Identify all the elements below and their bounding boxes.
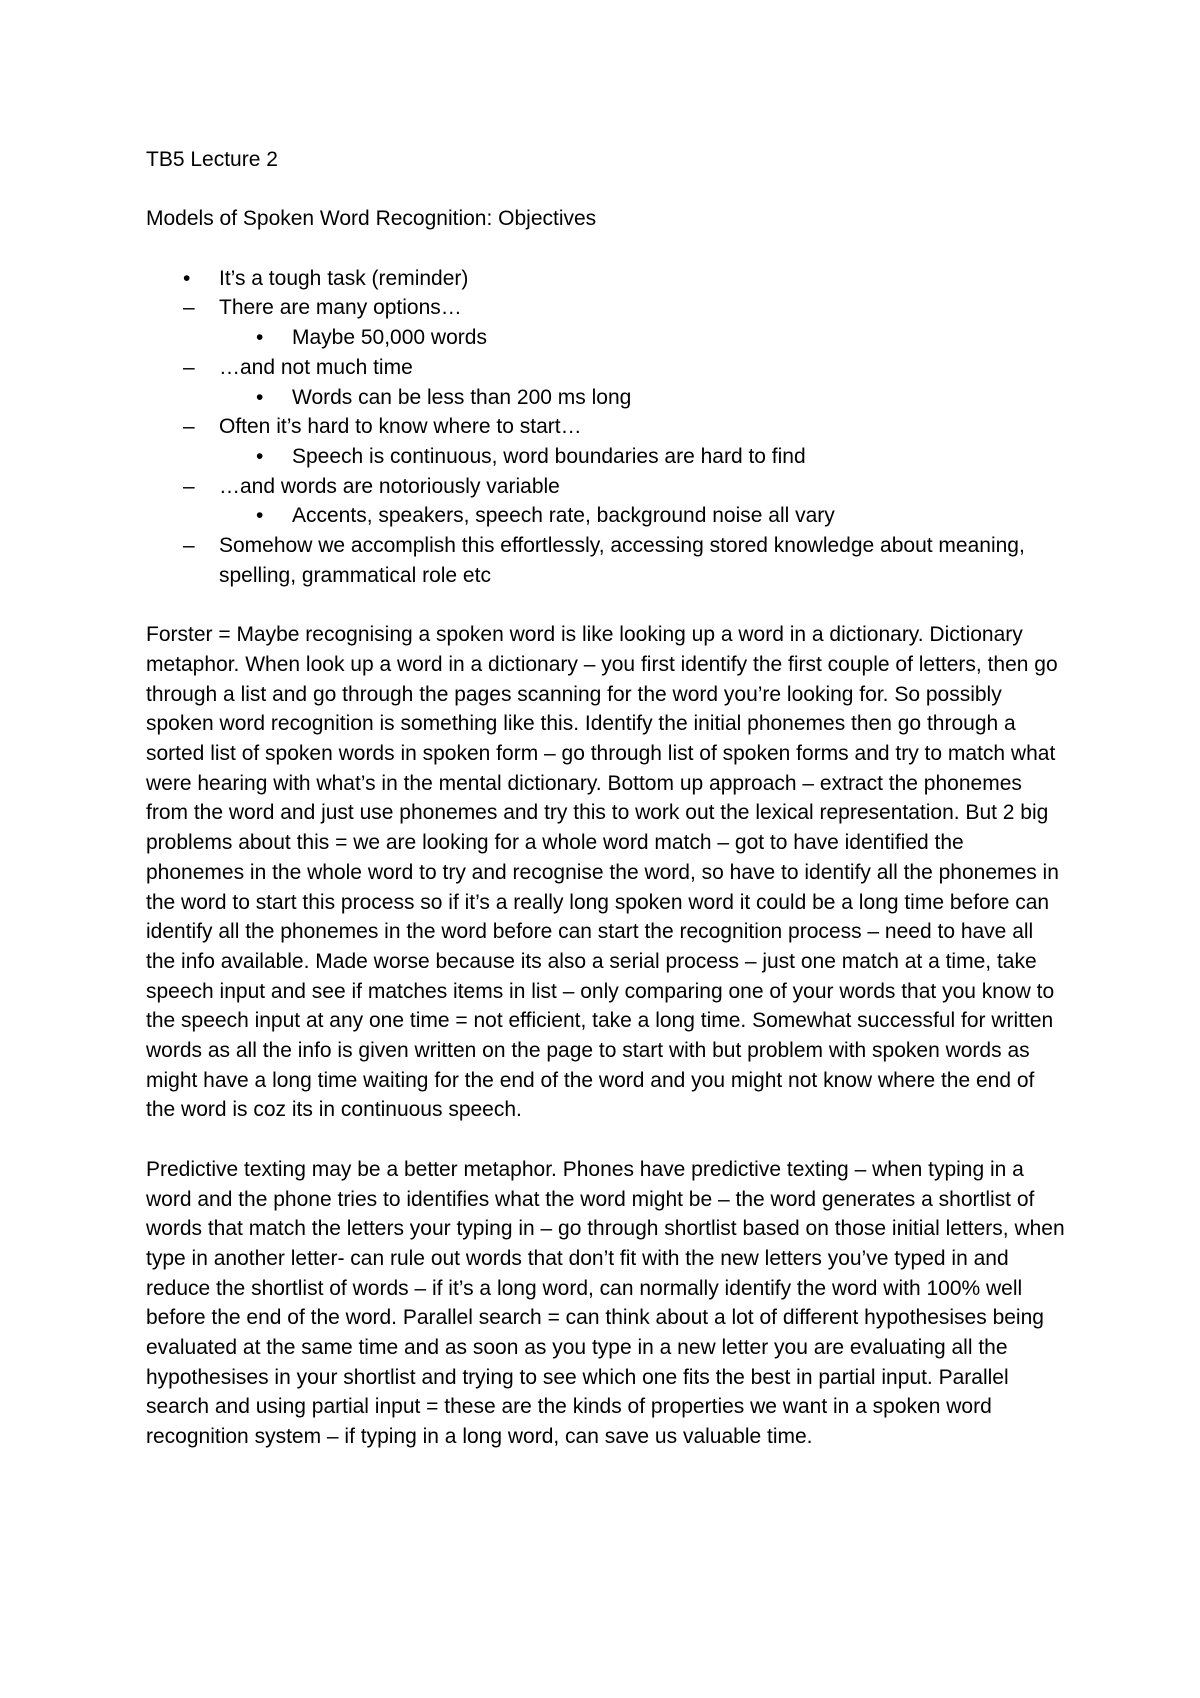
sub-sub-list-item-text: Speech is continuous, word boundaries are hard to find	[292, 444, 806, 468]
sub-list-item-text: Often it’s hard to know where to start…	[219, 415, 582, 439]
paragraph-predictive-texting: Predictive texting may be a better metaphor. Phones have predictive texting – when typing in a word and the phone tries to identifies what the word might be – the word generates a shortlist of words that match the letters your typing in – go through shortlist based on those initial letters, when type in another letter- can rule out words that don’t fit with the new letters you’ve typed in and reduce the shortlist of words – if it’s a long word, can normally identify the word with 100% well before the end of the word. Parallel search = can think about a lot of different hypothesises being evaluated at the same time and as soon as you type in a new letter you are evaluating all the hypothesises in your shortlist and trying to see which one fits the best in partial input. Parallel search and using partial input = these are the kinds of properties we want in a spoken word recognition system – if typing in a long word, can save us valuable time.	[146, 1157, 1065, 1449]
sub-list-item-text: Somehow we accomplish this effortlessly, accessing stored knowledge about meaning, spelling, grammatical role etc	[219, 534, 1025, 587]
paragraph-dictionary-metaphor: Forster = Maybe recognising a spoken word is like looking up a word in a dictionary. Dictionary metaphor. When look up a word in a dictionary – you first identify the first couple of letters, then go through a list and go through the pages scanning for the word you’re looking for. So possibly spoken word recognition is something like this. Identify the initial phonemes then go through a sorted list of spoken words in spoken form – go through list of spoken forms and try to match what were hearing with what’s in the mental dictionary. Bottom up approach – extract the phonemes from the word and just use phonemes and try this to work out the lexical representation. But 2 big problems about this = we are looking for a whole word match – got to have identified the phonemes in the whole word to try and recognise the word, so have to identify all the phonemes in the word to start this process so if it’s a really long spoken word it could be a long time before can identify all the phonemes in the word before can start the recognition process – need to have all the info available. Made worse because its also a serial process – just one match at a time, take speech input and see if matches items in list – only comparing one of your words that you know to the speech input at any one time = not efficient, take a long time. Somewhat successful for written words as all the info is given written on the page to start with but problem with spoken words as might have a long time waiting for the end of the word and you might not know where the end of the word is coz its in continuous speech.	[146, 623, 1059, 1122]
dash-marker: –	[183, 355, 195, 379]
sub-list-item	[183, 412, 1066, 471]
dash-marker: –	[183, 474, 195, 498]
dash-marker: –	[183, 534, 195, 558]
sub-sub-list-item-text: Words can be less than 200 ms long	[292, 385, 632, 409]
sub-list-item-text: …and words are notoriously variable	[219, 474, 560, 498]
sub-list-item-text: There are many options…	[219, 296, 462, 320]
bullet-marker: •	[256, 444, 264, 468]
sub-sub-list	[219, 323, 1066, 353]
sub-list-item	[183, 531, 1066, 590]
sub-list-item	[183, 353, 1066, 412]
list-item-text: It’s a tough task (reminder)	[219, 266, 469, 290]
sub-list	[183, 293, 1066, 590]
dash-marker: –	[183, 296, 195, 320]
document-content	[146, 145, 1066, 1452]
sub-sub-list-item-text: Accents, speakers, speech rate, background noise all vary	[292, 504, 835, 528]
sub-sub-list	[219, 501, 1066, 531]
bullet-marker: •	[256, 385, 264, 409]
sub-list-item	[183, 293, 1066, 352]
bullet-marker: •	[256, 504, 264, 528]
sub-sub-list-item-text: Maybe 50,000 words	[292, 326, 487, 350]
sub-sub-list-item	[219, 501, 1066, 531]
sub-sub-list-item	[219, 323, 1066, 353]
objectives-list	[146, 264, 1066, 591]
sub-list-item	[183, 472, 1066, 531]
sub-list-item-text: …and not much time	[219, 355, 413, 379]
dash-marker: –	[183, 415, 195, 439]
bullet-marker: •	[183, 266, 191, 290]
sub-sub-list-item	[219, 442, 1066, 472]
sub-sub-list	[219, 442, 1066, 472]
list-item	[146, 264, 1066, 591]
sub-sub-list-item	[219, 383, 1066, 413]
sub-sub-list	[219, 383, 1066, 413]
lecture-title: TB5 Lecture 2	[146, 148, 278, 171]
bullet-marker: •	[256, 326, 264, 350]
section-subtitle: Models of Spoken Word Recognition: Objectives	[146, 207, 597, 231]
